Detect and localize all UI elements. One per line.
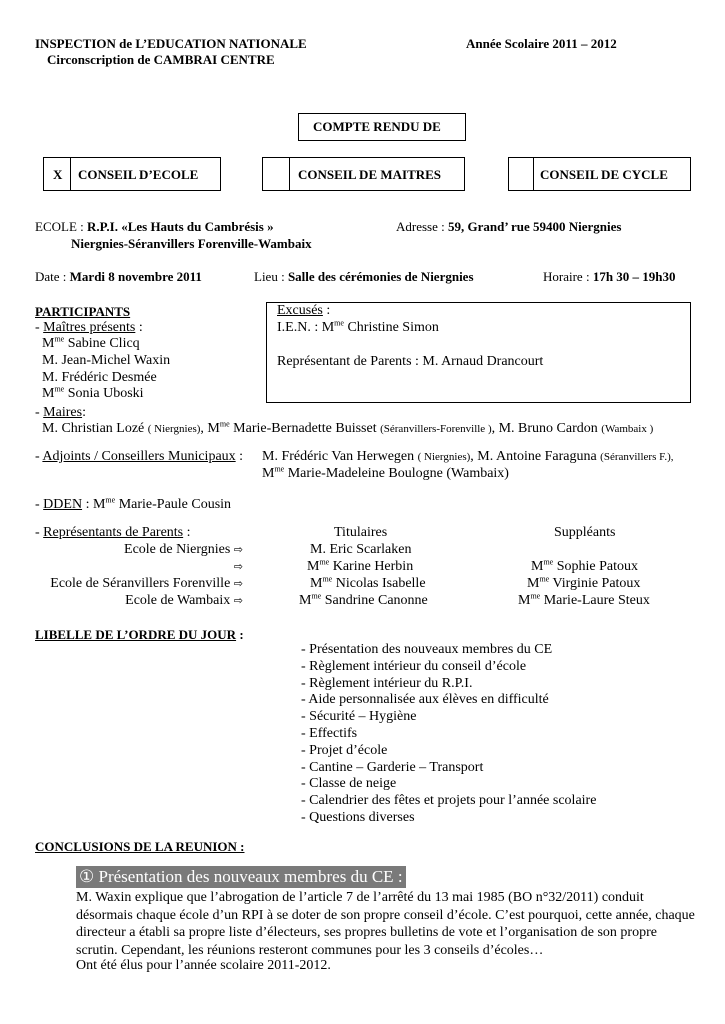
ordre-item: - Présentation des nouveaux membres du CE — [301, 642, 553, 657]
maires-label: Maires — [43, 405, 83, 420]
date-line — [35, 269, 202, 285]
titulaire-isabelle — [310, 576, 426, 592]
ordre-item: - Effectifs — [301, 725, 358, 741]
me: me — [543, 557, 554, 567]
colon: : — [183, 525, 191, 540]
school-niergnies — [124, 542, 243, 558]
arrow-right-icon: ⇨ — [233, 560, 243, 573]
ecole-name-line2: Niergnies-Séranvillers Forenville-Wambaix — [71, 236, 312, 251]
m: M — [310, 576, 323, 591]
ecole-name: R.P.I. «Les Hauts du Cambrésis » — [87, 219, 274, 234]
m: M — [527, 576, 540, 591]
name: Sandrine Canonne — [321, 593, 428, 608]
checkbox-conseil-ecole[interactable] — [43, 157, 221, 191]
me: me — [322, 574, 333, 584]
excuses-ien — [277, 320, 439, 336]
circonscription: Circonscription de CAMBRAI CENTRE — [47, 52, 275, 67]
ordre-item: - Sécurité – Hygiène — [301, 709, 417, 725]
ordre-item: - Calendrier des fêtes et projets pour l’année scolaire — [301, 793, 597, 809]
dash: - — [35, 497, 44, 512]
arrow-right-icon: ⇨ — [233, 577, 243, 590]
me: me — [319, 557, 330, 567]
ordre-list — [301, 642, 596, 827]
horaire-label: Horaire : — [543, 269, 593, 284]
me: me — [334, 318, 344, 328]
checkbox-divider — [70, 158, 71, 190]
name: Virginie Patoux — [549, 576, 641, 591]
maire-buisset: Marie-Bernadette Buisset — [229, 421, 381, 436]
school-wambaix — [125, 593, 243, 609]
me: me — [530, 591, 541, 601]
m: M — [307, 559, 320, 574]
ordre-item: - Classe de neige — [301, 776, 397, 792]
suppleant-steux — [518, 593, 650, 609]
m: M — [321, 320, 335, 335]
conseil-cycle-label: CONSEIL DE CYCLE — [540, 167, 668, 182]
adresse-value: 59, Grand’ rue 59400 Niergnies — [448, 219, 622, 234]
maires-label-line — [35, 405, 86, 421]
date-value: Mardi 8 novembre 2011 — [69, 269, 202, 284]
adjoints-label: Adjoints / Conseillers Municipaux — [42, 449, 236, 464]
check-mark: X — [53, 167, 63, 182]
maitre-sonia — [42, 386, 144, 402]
adjoints-line1 — [262, 449, 674, 465]
ordre-item: - Aide personnalisée aux élèves en difficulté — [301, 692, 549, 708]
ordre-item: - Questions diverses — [301, 809, 415, 825]
checkbox-divider — [533, 158, 534, 190]
ecole-label: ECOLE : — [35, 219, 87, 234]
school-niergnies-cont — [234, 559, 243, 575]
colon: : — [82, 497, 93, 512]
adresse-label: Adresse : — [396, 219, 448, 234]
dash: - — [35, 320, 44, 335]
note: ( Niergnies) — [147, 423, 201, 435]
maitre-waxin: M. Jean-Michel Waxin — [42, 353, 171, 368]
colon: : — [322, 303, 331, 318]
suppleant-patoux-v — [527, 576, 640, 592]
adjoints-label-line — [35, 449, 243, 465]
me: me — [54, 334, 65, 344]
date-label: Date : — [35, 269, 70, 284]
excuses-parents: Représentant de Parents : M. Arnaud Drancourt — [277, 354, 544, 369]
me: me — [274, 464, 285, 474]
colon: : — [235, 449, 244, 464]
dash: - — [35, 405, 44, 420]
maires-line — [42, 421, 653, 437]
conseil-maitres-label: CONSEIL DE MAITRES — [298, 167, 442, 182]
horaire-line — [543, 269, 676, 285]
note: (Séranvillers-Forenville ) — [380, 423, 492, 435]
school-year: Année Scolaire 2011 – 2012 — [466, 36, 617, 51]
adjoint-vanherwegen: M. Frédéric Van Herwegen — [262, 449, 418, 464]
dash: - — [35, 525, 44, 540]
checkbox-divider — [289, 158, 290, 190]
compte-rendu-box — [298, 113, 466, 141]
maitres-line — [35, 320, 143, 336]
conclusions-paragraph: M. Waxin explique que l’abrogation de l’article 7 de l’arrêté du 13 mai 1985 (BO n°32/2011) conduit désormais chaque école d’un RPI à se doter de son propre conseil d’école. C’est pourquoi, cette année, chaque directeur a établi sa propre liste d’électeurs, ses propres bulletins de vote et l’organisation de son propre scrutin. Cependant, les réunions resteront communes pour les 3 conseils d’écoles… — [76, 890, 695, 958]
adjoint-boulogne: Marie-Madeleine Boulogne (Wambaix) — [284, 466, 509, 481]
lieu-value: Salle des cérémonies de Niergnies — [287, 269, 474, 284]
conseil-ecole-label: CONSEIL D’ECOLE — [78, 167, 199, 182]
note: (Wambaix ) — [601, 423, 654, 435]
checkbox-conseil-maitres[interactable] — [262, 157, 465, 191]
m: M — [42, 386, 55, 401]
maire-cardon: , M. Bruno Cardon — [491, 421, 602, 436]
m: M — [92, 497, 106, 512]
school-name: Ecole de Séranvillers Forenville — [50, 576, 231, 591]
conclusions-title: CONCLUSIONS DE LA REUNION : — [35, 839, 245, 854]
colon: : — [82, 405, 86, 420]
m: M — [299, 593, 312, 608]
me: me — [54, 384, 65, 394]
note: (Séranvillers F.), — [600, 451, 674, 463]
suppleant-patoux-s — [531, 559, 638, 575]
ecole-line — [35, 219, 274, 235]
school-name: Ecole de Niergnies — [124, 542, 231, 557]
maitres-label: Maîtres présents — [43, 320, 136, 335]
suppleants-header: Suppléants — [554, 525, 616, 540]
me: me — [105, 495, 116, 505]
ordre-item: - Cantine – Garderie – Transport — [301, 759, 484, 775]
lieu-line — [254, 269, 474, 285]
m: M — [262, 466, 275, 481]
m: M — [42, 336, 55, 351]
ordre-item: - Projet d’école — [301, 742, 388, 758]
colon: : — [135, 320, 143, 335]
participants-title: PARTICIPANTS — [35, 304, 131, 319]
representants-label-line — [35, 525, 191, 541]
ordre-title: LIBELLE DE L’ORDRE DU JOUR — [35, 627, 237, 642]
titulaire-herbin — [307, 559, 413, 575]
titulaire-scarlaken: M. Eric Scarlaken — [310, 542, 412, 557]
elus-line: Ont été élus pour l’année scolaire 2011-2012. — [76, 958, 331, 973]
m: M — [518, 593, 531, 608]
ien-name: Christine Simon — [343, 320, 439, 335]
name: Karine Herbin — [329, 559, 414, 574]
ordre-item: - Règlement intérieur du conseil d’école — [301, 658, 527, 674]
adresse-line — [396, 219, 621, 235]
titulaire-canonne — [299, 593, 428, 609]
name: Nicolas Isabelle — [332, 576, 426, 591]
maitre-desmee: M. Frédéric Desmée — [42, 370, 157, 385]
ordre-item: - Règlement intérieur du R.P.I. — [301, 675, 473, 691]
m: M — [207, 421, 220, 436]
adjoints-line2 — [262, 466, 509, 482]
arrow-right-icon: ⇨ — [233, 543, 243, 556]
dden-line — [35, 497, 231, 513]
maitre-sabine — [42, 336, 140, 352]
sep: , — [200, 421, 208, 436]
section-heading-presentation: ① Présentation des nouveaux membres du CE : — [76, 866, 406, 888]
compte-rendu-label: COMPTE RENDU DE — [313, 119, 441, 134]
note: ( Niergnies) — [417, 451, 471, 463]
name: Sonia Uboski — [64, 386, 144, 401]
dden-label: DDEN — [43, 497, 83, 512]
school-seranvillers — [50, 576, 243, 592]
excuses-title: Excusés — [277, 303, 323, 318]
me: me — [539, 574, 550, 584]
lieu-label: Lieu : — [254, 269, 288, 284]
inspection-title: INSPECTION de L’EDUCATION NATIONALE — [35, 36, 307, 51]
me: me — [311, 591, 322, 601]
representants-label: Représentants de Parents — [43, 525, 184, 540]
name: Sabine Clicq — [64, 336, 140, 351]
adjoint-faraguna: , M. Antoine Faraguna — [470, 449, 601, 464]
excuses-title-line — [277, 303, 330, 319]
arrow-right-icon: ⇨ — [233, 594, 243, 607]
colon: : — [236, 627, 244, 642]
checkbox-conseil-cycle[interactable] — [508, 157, 691, 191]
horaire-value: 17h 30 – 19h30 — [592, 269, 676, 284]
dash: - — [35, 449, 43, 464]
m: M — [531, 559, 544, 574]
me: me — [219, 419, 230, 429]
titulaires-header: Titulaires — [334, 525, 388, 540]
name: Marie-Laure Steux — [540, 593, 650, 608]
ordre-title-line — [35, 627, 244, 643]
ien-label: I.E.N. : — [277, 320, 322, 335]
name: Sophie Patoux — [553, 559, 639, 574]
dden-name: Marie-Paule Cousin — [115, 497, 232, 512]
maire-loze: M. Christian Lozé — [42, 421, 148, 436]
school-name: Ecole de Wambaix — [125, 593, 231, 608]
